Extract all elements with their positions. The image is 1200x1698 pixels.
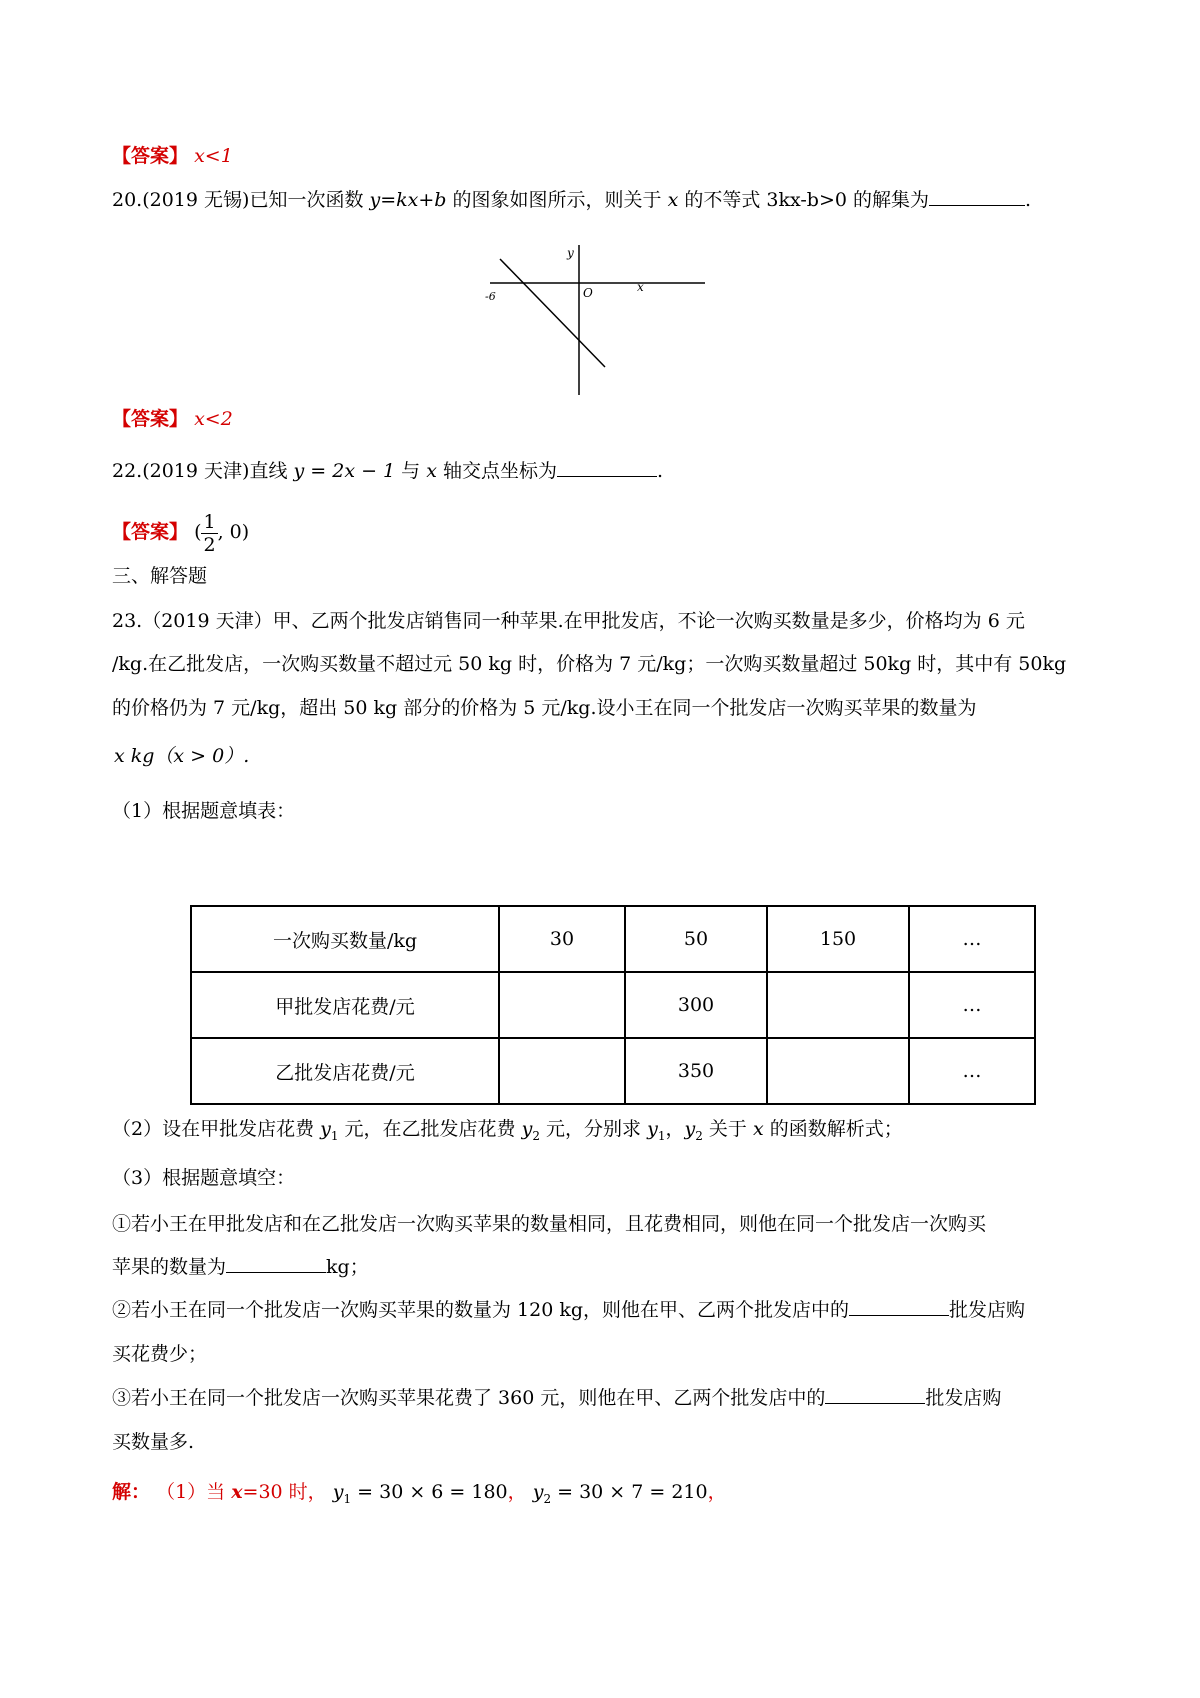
table-cell: 150 — [767, 906, 909, 972]
item-3: ③若小王在同一个批发店一次购买苹果花费了 360 元，则他在甲、乙两个批发店中的 批发店购 — [112, 1387, 1002, 1409]
table-cell: 甲批发店花费/元 — [191, 972, 499, 1038]
q-text: 的解集为 — [853, 189, 930, 211]
table-row — [191, 1038, 1035, 1104]
q-text: 已知一次函数 — [249, 189, 364, 211]
table-cell[interactable] — [499, 972, 625, 1038]
answer-tag: 【答案】 — [112, 521, 189, 543]
table-cell: 乙批发店花费/元 — [191, 1038, 499, 1104]
q23-line: x kg（x > 0）. — [114, 745, 250, 767]
q-text: 直线 — [249, 460, 288, 482]
q-text: 的不等式 — [684, 189, 761, 211]
q23-line: 的价格仍为 7 元/kg，超出 50 kg 部分的价格为 5 元/kg.设小王在同一个批发店一次购买苹果的数量为 — [112, 697, 977, 719]
answer-value: x<1 — [194, 145, 233, 167]
item-1: ①若小王在甲批发店和在乙批发店一次购买苹果的数量相同，且花费相同，则他在同一个批发店一次购买 — [112, 1213, 987, 1235]
item-2-cont: 买花费少； — [112, 1343, 208, 1365]
answer-blank[interactable] — [226, 1254, 326, 1273]
answer-tag: 【答案】 — [112, 408, 189, 430]
table-cell: 30 — [499, 906, 625, 972]
answer-blank[interactable] — [825, 1385, 925, 1404]
part-1: （1）根据题意填表： — [112, 800, 296, 822]
table-cell[interactable] — [499, 1038, 625, 1104]
q-text: 轴交点坐标为 — [443, 460, 558, 482]
answer-blank[interactable] — [929, 187, 1025, 206]
table-cell[interactable] — [767, 1038, 909, 1104]
item-1-cont: 苹果的数量为 kg； — [112, 1256, 369, 1278]
q-var: x — [667, 189, 679, 211]
x-axis-label: x — [637, 280, 644, 294]
q-var: x — [426, 460, 437, 482]
solution-line: 解： （1）当 x=30 时， $y_1 = 30 \times 6 = 180$， $y_2 = 30 \times 7 = 210$， — [112, 1481, 727, 1506]
question-22: 22.(2019 天津)直线 y = 2x − 1 与 x 轴交点坐标为 . — [112, 460, 664, 482]
q23-line: /kg.在乙批发店，一次购买数量不超过元 50 kg 时，价格为 7 元/kg；一次购买数量超过 50kg 时，其中有 50kg — [112, 653, 1067, 675]
table-cell: … — [909, 972, 1035, 1038]
answer-tag: 【答案】 — [112, 145, 189, 167]
q-func: y=kx+b — [369, 189, 447, 211]
table-cell[interactable] — [767, 972, 909, 1038]
table-row — [191, 906, 1035, 972]
question-20: 20.(2019 无锡)已知一次函数 y=kx+b 的图象如图所示，则关于 x 的不等式 3kx-b>0 的解集为 . — [112, 189, 1032, 211]
function-graph — [485, 245, 715, 420]
q-number: 20. — [112, 189, 143, 211]
answer-22: 【答案】 ( $\frac{1}{2}$ , 0) — [112, 510, 250, 556]
part-3: （3）根据题意填空： — [112, 1167, 296, 1189]
answer-20 — [112, 405, 233, 433]
q-text: 与 — [401, 460, 421, 482]
q-number: 22. — [112, 460, 143, 482]
origin-label: O — [583, 286, 593, 300]
answer-value: x<2 — [194, 408, 233, 430]
table-cell: 350 — [625, 1038, 767, 1104]
table-cell: … — [909, 906, 1035, 972]
item-2: ②若小王在同一个批发店一次购买苹果的数量为 120 kg，则他在甲、乙两个批发店中的 批发店购 — [112, 1299, 1026, 1321]
q-expr: y = 2x − 1 — [293, 460, 396, 482]
q-source: (2019 无锡) — [142, 189, 250, 211]
table-cell: 一次购买数量/kg — [191, 906, 499, 972]
y1-equation: = 30 × 6 = 180 — [357, 1481, 508, 1503]
function-line — [500, 259, 605, 367]
fraction: $\frac{1}{2}$ — [203, 510, 216, 556]
intercept-label: -6 — [485, 290, 496, 303]
section-heading: 三、解答题 — [112, 565, 208, 587]
solution-label: 解： — [112, 1481, 151, 1503]
answer-blank[interactable] — [557, 458, 657, 477]
table-cell: … — [909, 1038, 1035, 1104]
table-cell: 50 — [625, 906, 767, 972]
y-axis-label: y — [567, 246, 574, 260]
table-row — [191, 972, 1035, 1038]
q23-line: 23.（2019 天津）甲、乙两个批发店销售同一种苹果.在甲批发店，不论一次购买数量是多少，价格均为 6 元 — [112, 610, 1025, 632]
q-source: (2019 天津) — [142, 460, 250, 482]
y2-equation: = 30 × 7 = 210 — [557, 1481, 708, 1503]
fill-table — [190, 905, 1036, 1105]
q-ineq: 3kx-b>0 — [766, 189, 847, 211]
answer-19 — [112, 142, 233, 170]
answer-blank[interactable] — [849, 1297, 949, 1316]
table-cell: 300 — [625, 972, 767, 1038]
q-text: 的图象如图所示，则关于 — [452, 189, 662, 211]
item-3-cont: 买数量多. — [112, 1431, 195, 1453]
part-2: （2）设在甲批发店花费 $y_1$ 元，在乙批发店花费 $y_2$ 元，分别求 $y_1$，$y_2$ 关于 x 的函数解析式； — [112, 1118, 903, 1143]
